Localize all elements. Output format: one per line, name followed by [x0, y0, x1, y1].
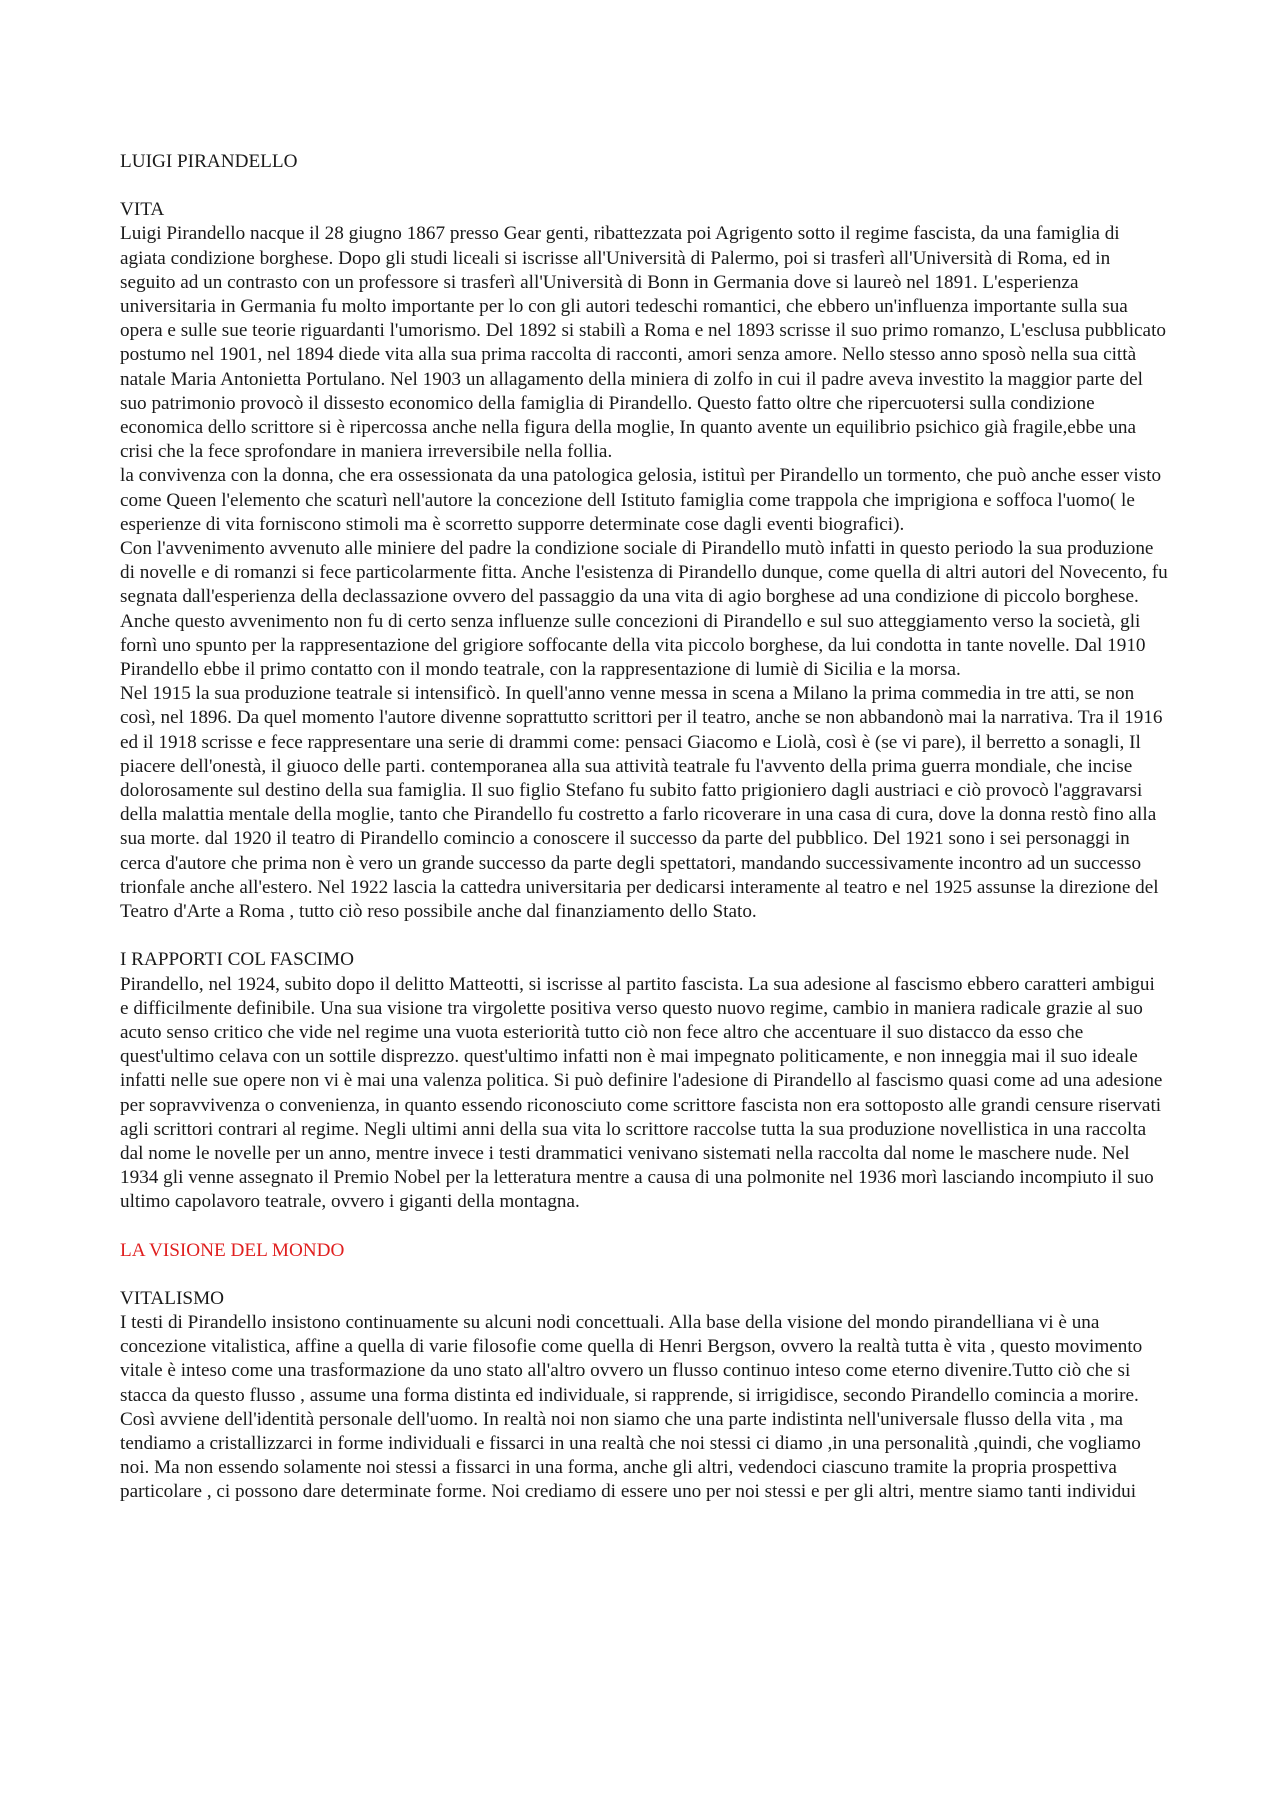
document-title: LUIGI PIRANDELLO: [120, 151, 298, 172]
document-page: [120, 150, 1168, 1505]
vita-paragraph-1: Luigi Pirandello nacque il 28 giugno 1867 presso Gear genti, ribattezzata poi Agrigento sotto il regime fascista, da una famiglia di agiata condizione borghese. Dopo gli studi liceali si iscrisse all'Università di Palermo, poi si trasferì all'Università di Roma, ed in seguito ad un contrasto con un professore si trasferì all'Università di Bonn in Germania dove si laureò nel 1891. L'esperienza universitaria in Germania fu molto importante per lo con gli autori tedeschi romantici, che ebbero un'influenza importante sulla sua opera e sulle sue teorie riguardanti l'umorismo. Del 1892 si stabilì a Roma e nel 1893 scrisse il suo primo romanzo, L'esclusa pubblicato postumo nel 1901, nel 1894 diede vita alla sua prima raccolta di racconti, amori senza amore. Nello stesso anno sposò nella sua città natale Maria Antonietta Portulano. Nel 1903 un allagamento della miniera di zolfo in cui il padre aveva investito la maggior parte del suo patrimonio provocò il dissesto economico della famiglia di Pirandello. Questo fatto oltre che ripercuotersi sulla condizione economica dello scrittore si è ripercossa anche nella figura della moglie, In quanto avente un equilibrio psichico già fragile,ebbe una crisi che la fece sprofondare in maniera irreversibile nella follia.: [120, 223, 1166, 463]
section-heading-visione: LA VISIONE DEL MONDO: [120, 1239, 345, 1261]
section-heading-vita: VITA: [120, 199, 165, 221]
spacer: [120, 924, 1168, 948]
section-heading-vitalismo: VITALISMO: [120, 1287, 224, 1309]
vita-paragraph-4: Nel 1915 la sua produzione teatrale si intensificò. In quell'anno venne messa in scena a Milano la prima commedia in tre atti, se non così, nel 1896. Da quel momento l'autore divenne soprattutto scrittori per il teatro, anche se non abbandonò mai la narrativa. Tra il 1916 ed il 1918 scrisse e fece rappresentare una serie di drammi come: pensaci Giacomo e Liolà, così è (se vi pare), il berretto a sonagli, Il piacere dell'onestà, il giuoco delle parti. contemporanea alla sua attività teatrale fu l'avvento della prima guerra mondiale, che incise dolorosamente sul destino della sua famiglia. Il suo figlio Stefano fu subito fatto prigioniero dagli austriaci e ciò provocò l'aggravarsi della malattia mentale della moglie, tanto che Pirandello fu costretto a farlo ricoverare in una casa di cura, dove la donna restò fino alla sua morte. dal 1920 il teatro di Pirandello comincio a conoscere il successo da parte del pubblico. Del 1921 sono i sei personaggi in cerca d'autore che prima non è vero un grande successo da parte degli spettatori, mandando successivamente incontro ad un successo trionfale anche all'estero. Nel 1922 lascia la cattedra universitaria per dedicarsi interamente al teatro e nel 1925 assunse la direzione del Teatro d'Arte a Roma , tutto ciò reso possibile anche dal finanziamento dello Stato.: [120, 683, 1163, 923]
section-visione: [120, 1239, 1168, 1263]
section-fascismo: [120, 948, 1168, 1214]
spacer: [120, 1215, 1168, 1239]
section-vitalismo: [120, 1287, 1168, 1505]
section-heading-fascismo: I RAPPORTI COL FASCIMO: [120, 949, 354, 971]
fascismo-paragraph-1: Pirandello, nel 1924, subito dopo il delitto Matteotti, si iscrisse al partito fascista. La sua adesione al fascismo ebbero caratteri ambigui e difficilmente definibile. Una sua visione tra virgolette positiva verso questo nuovo regime, cambio in maniera radicale grazie al suo acuto senso critico che vide nel regime una vuota esteriorità tutto ciò non fece altro che accentuare il suo distacco da esso che quest'ultimo celava con un sottile disprezzo. quest'ultimo infatti non è mai impegnato politicamente, e non inneggia mai il suo ideale infatti nelle sue opere non vi è mai una valenza politica. Si può definire l'adesione di Pirandello al fascismo quasi come ad una adesione per sopravvivenza o convenienza, in quanto essendo riconosciuto come scrittore fascista non era sottoposto alle grandi censure riservati agli scrittori contrari al regime. Negli ultimi anni della sua vita lo scrittore raccolse tutta la sua produzione novellistica in una raccolta dal nome le novelle per un anno, mentre invece i testi drammatici venivano sistemati nella raccolta dal nome le maschere nude. Nel 1934 gli venne assegnato il Premio Nobel per la letteratura mentre a causa di una polmonite nel 1936 morì lasciando incompiuto il suo ultimo capolavoro teatrale, ovvero i giganti della montagna.: [120, 973, 1163, 1213]
spacer: [120, 1263, 1168, 1287]
section-vita: [120, 198, 1168, 924]
vita-paragraph-3: Con l'avvenimento avvenuto alle miniere del padre la condizione sociale di Pirandello mutò infatti in questo periodo la sua produzione di novelle e di romanzi si fece particolarmente fitta. Anche l'esistenza di Pirandello dunque, come quella di altri autori del Novecento, fu segnata dall'esperienza della declassazione ovvero del passaggio da una vita di agio borghese ad una condizione di piccolo borghese. Anche questo avvenimento non fu di certo senza influenze sulle concezioni di Pirandello e sul suo atteggiamento verso la società, gli fornì uno spunto per la rappresentazione del grigiore soffocante della vita piccolo borghese, da lui condotta in tante novelle. Dal 1910 Pirandello ebbe il primo contatto con il mondo teatrale, con la rappresentazione di lumiè di Sicilia e la morsa.: [120, 538, 1168, 681]
vitalismo-paragraph-1: I testi di Pirandello insistono continuamente su alcuni nodi concettuali. Alla base della visione del mondo pirandelliana vi è una concezione vitalistica, affine a quella di varie filosofie come quella di Henri Bergson, ovvero la realtà tutta è vita , questo movimento vitale è inteso come una trasformazione da uno stato all'altro ovvero un flusso continuo inteso come eterno divenire.Tutto ciò che si stacca da questo flusso , assume una forma distinta ed individuale, si rapprende, si irrigidisce, secondo Pirandello comincia a morire. Così avviene dell'identità personale dell'uomo. In realtà noi non siamo che una parte indistinta nell'universale flusso della vita , ma tendiamo a cristallizzarci in forme individuali e fissarci in una realtà che noi stessi ci diamo ,in una personalità ,quindi, che vogliamo noi. Ma non essendo solamente noi stessi a fissarci in una forma, anche gli altri, vedendoci ciascuno tramite la propria prospettiva particolare , ci possono dare determinate forme. Noi crediamo di essere uno per noi stessi e per gli altri, mentre siamo tanti individui: [120, 1311, 1143, 1503]
vita-paragraph-2: la convivenza con la donna, che era ossessionata da una patologica gelosia, istituì per Pirandello un tormento, che può anche esser visto come Queen l'elemento che scaturì nell'autore la concezione dell Istituto famiglia come trappola che imprigiona e soffoca l'uomo( le esperienze di vita forniscono stimoli ma è scorretto supporre determinate cose dagli eventi biografici).: [120, 465, 1162, 535]
spacer: [120, 174, 1168, 198]
